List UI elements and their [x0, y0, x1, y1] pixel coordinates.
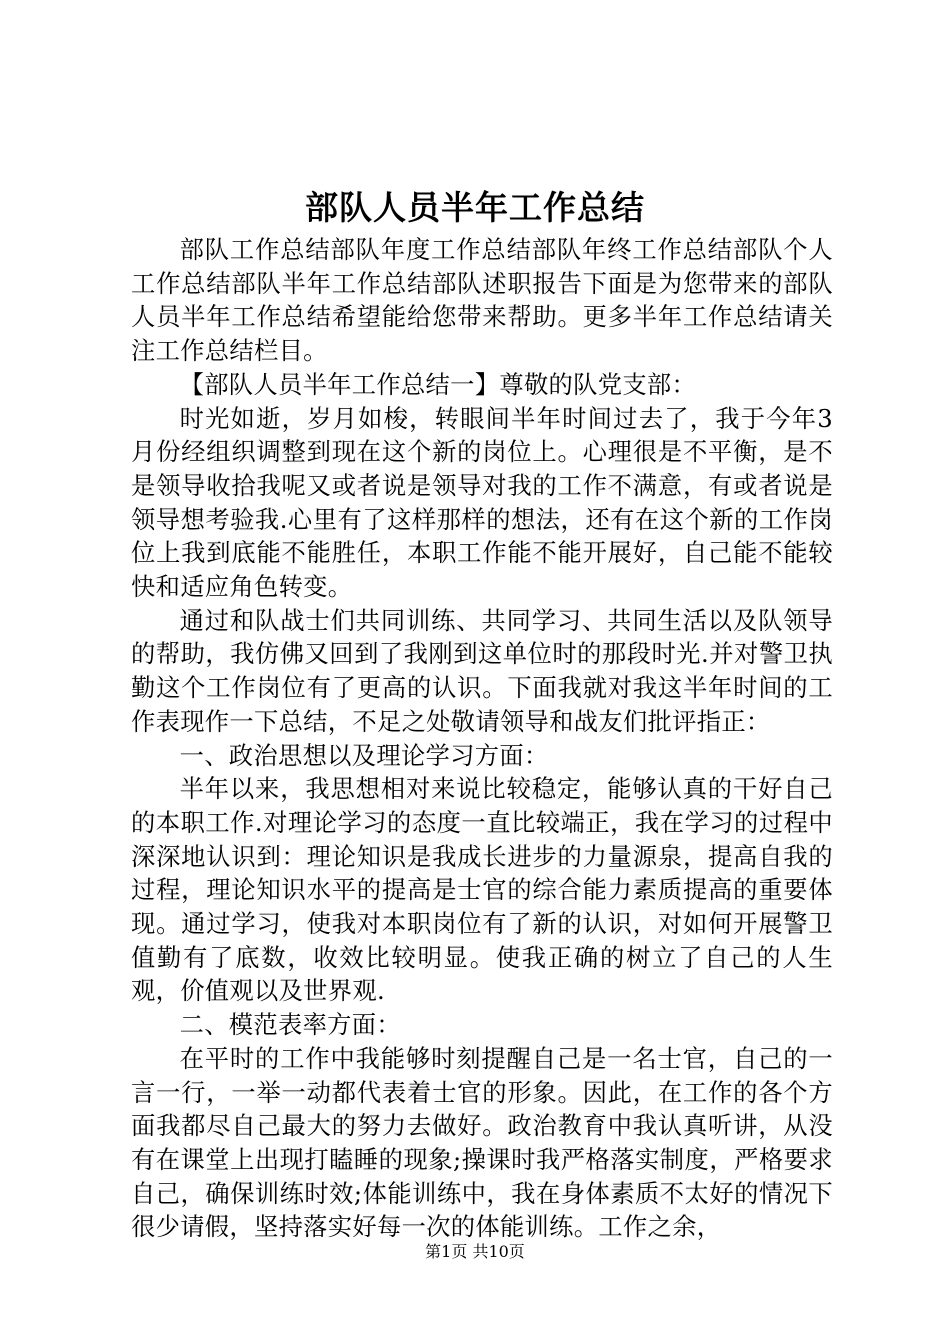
body-paragraph: 通过和队战士们共同训练、共同学习、共同生活以及队领导的帮助，我仿佛又回到了我刚到这单位时的那段时光.并对警卫执勤这个工作岗位有了更高的认识。下面我就对我这半年时间的工作表现作一下总结，不足之处敬请领导和战友们批评指正：: [131, 605, 833, 736]
document-body: [131, 233, 833, 1244]
subheading-paragraph: 一、政治思想以及理论学习方面：: [179, 740, 549, 770]
body-paragraph: 时光如逝，岁月如梭，转眼间半年时间过去了，我于今年3月份经组织调整到现在这个新的岗位上。心理很是不平衡，是不是领导收拾我呢又或者说是领导对我的工作不满意，有或者说是领导想考验我.心里有了这样那样的想法，还有在这个新的工作岗位上我到底能不能胜任，本职工作能不能开展好，自己能不能较快和适应角色转变。: [131, 403, 833, 602]
subheading-paragraph: 二、模范表率方面：: [179, 1010, 401, 1040]
body-paragraph: 在平时的工作中我能够时刻提醒自己是一名士官，自己的一言一行，一举一动都代表着士官的形象。因此，在工作的各个方面我都尽自己最大的努力去做好。政治教育中我认真听讲，从没有在课堂上出现打瞌睡的现象;操课时我严格落实制度，严格要求自己，确保训练时效;体能训练中，我在身体素质不太好的情况下很少请假，坚持落实好每一次的体能训练。工作之余，: [131, 1043, 833, 1242]
document-title: 部队人员半年工作总结: [305, 188, 645, 227]
body-paragraph: 半年以来，我思想相对来说比较稳定，能够认真的干好自己的本职工作.对理论学习的态度一直比较端正，我在学习的过程中深深地认识到：理论知识是我成长进步的力量源泉，提高自我的过程，理论知识水平的提高是士官的综合能力素质提高的重要体现。通过学习，使我对本职岗位有了新的认识，对如何开展警卫值勤有了底数，收效比较明显。使我正确的树立了自己的人生观，价值观以及世界观.: [131, 774, 833, 1006]
section-heading-paragraph: 【部队人员半年工作总结一】尊敬的队党支部：: [179, 369, 697, 399]
intro-paragraph: 部队工作总结部队年度工作总结部队年终工作总结部队个人工作总结部队半年工作总结部队述职报告下面是为您带来的部队人员半年工作总结希望能给您带来帮助。更多半年工作总结请关注工作总结栏目。: [131, 235, 833, 366]
page-number-footer: 第1页 共10页: [425, 1242, 525, 1261]
